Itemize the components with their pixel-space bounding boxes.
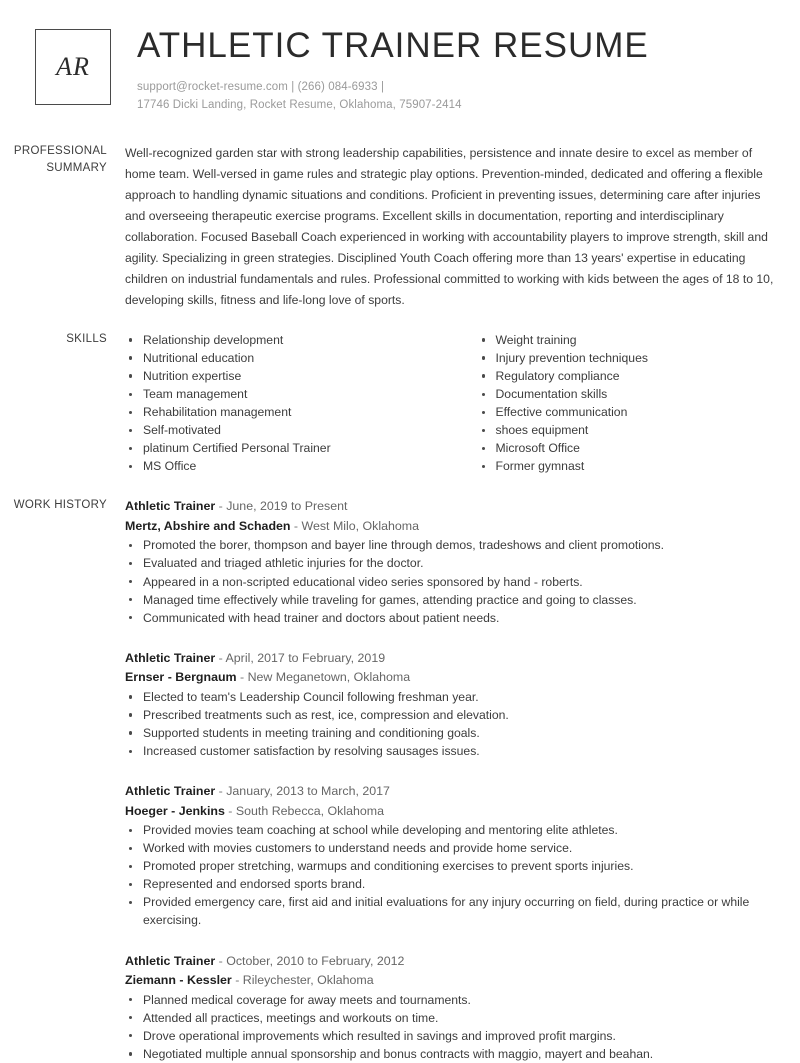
job-dates: June, 2019 to Present	[226, 499, 348, 514]
skill-item: Effective communication	[478, 403, 779, 421]
page-title: ATHLETIC TRAINER RESUME	[137, 26, 649, 65]
job-separator: -	[215, 499, 227, 514]
job-separator: -	[290, 518, 302, 533]
work-history-entry	[125, 649, 778, 760]
job-separator: -	[231, 973, 243, 988]
skill-item: Relationship development	[125, 331, 452, 349]
skill-item: Injury prevention techniques	[478, 349, 779, 367]
section-professional-summary	[0, 143, 800, 311]
job-bullet-list	[125, 688, 778, 760]
work-history-entry	[125, 782, 778, 929]
section-label-line-2: SUMMARY	[46, 162, 107, 175]
skill-item: Rehabilitation management	[125, 403, 452, 421]
job-bullet-item: Attended all practices, meetings and workouts on time.	[125, 1009, 778, 1027]
job-company-line	[125, 668, 778, 688]
job-title-line	[125, 649, 778, 669]
job-bullet-item: Represented and endorsed sports brand.	[125, 875, 778, 893]
contact-email-phone: support@rocket-resume.com | (266) 084-6933 |	[137, 80, 385, 93]
monogram-initials: AR	[56, 52, 90, 81]
section-label-professional-summary	[0, 143, 107, 177]
job-company-line	[125, 802, 778, 822]
skill-item: shoes equipment	[478, 421, 779, 439]
job-bullet-item: Promoted proper stretching, warmups and conditioning exercises to prevent sports injuries.	[125, 857, 778, 875]
job-bullet-list	[125, 536, 778, 626]
section-skills	[0, 331, 800, 475]
skill-item: Nutrition expertise	[125, 367, 452, 385]
skill-item: Weight training	[478, 331, 779, 349]
skill-item: Microsoft Office	[478, 439, 779, 457]
skill-item: MS Office	[125, 457, 452, 475]
skill-item: Team management	[125, 385, 452, 403]
job-bullet-item: Prescribed treatments such as rest, ice, compression and elevation.	[125, 706, 778, 724]
job-separator: -	[236, 670, 248, 685]
job-company-line	[125, 971, 778, 991]
job-bullet-item: Provided emergency care, first aid and initial evaluations for any injury occurring on field, during practice or while exercising.	[125, 893, 778, 929]
job-bullet-item: Communicated with head trainer and doctors about patient needs.	[125, 609, 778, 627]
job-company-line	[125, 517, 778, 537]
job-company: Mertz, Abshire and Schaden	[125, 518, 291, 533]
skill-item: Regulatory compliance	[478, 367, 779, 385]
job-title-line	[125, 782, 778, 802]
skill-item: Nutritional education	[125, 349, 452, 367]
section-label-line-1: PROFESSIONAL	[13, 145, 107, 157]
professional-summary-body	[107, 143, 800, 311]
work-history-entry	[125, 497, 778, 626]
section-label-work-history: WORK HISTORY	[13, 499, 107, 512]
skills-body	[107, 331, 800, 475]
job-separator: -	[215, 953, 227, 968]
skill-item: Self-motivated	[125, 421, 452, 439]
job-bullet-item: Evaluated and triaged athletic injuries for the doctor.	[125, 554, 778, 572]
skill-item: Former gymnast	[478, 457, 779, 475]
contact-address: 17746 Dicki Landing, Rocket Resume, Oklahoma, 75907-2414	[137, 99, 462, 112]
job-bullet-item: Elected to team's Leadership Council following freshman year.	[125, 688, 778, 706]
monogram-box	[35, 29, 111, 105]
job-separator: -	[215, 784, 227, 799]
skills-column-right	[452, 331, 779, 475]
skill-item: Documentation skills	[478, 385, 779, 403]
job-dates: October, 2010 to February, 2012	[226, 953, 405, 968]
job-title-line	[125, 952, 778, 972]
work-history-entry	[125, 952, 778, 1063]
job-title: Athletic Trainer	[125, 953, 216, 968]
job-location: South Rebecca, Oklahoma	[235, 803, 384, 818]
skills-column-left	[125, 331, 452, 475]
job-bullet-item: Managed time effectively while traveling for games, attending practice and going to classes.	[125, 591, 778, 609]
job-bullet-item: Negotiated multiple annual sponsorship and bonus contracts with maggio, mayert and beahan.	[125, 1045, 778, 1063]
job-title-line	[125, 497, 778, 517]
job-bullet-item: Supported students in meeting training and conditioning goals.	[125, 724, 778, 742]
skill-item: platinum Certified Personal Trainer	[125, 439, 452, 457]
job-company: Ziemann - Kessler	[125, 973, 232, 988]
job-bullet-item: Planned medical coverage for away meets and tournaments.	[125, 991, 778, 1009]
job-company: Ernser - Bergnaum	[125, 670, 237, 685]
work-history-body	[107, 497, 800, 1063]
job-dates: April, 2017 to February, 2019	[225, 650, 386, 665]
skills-columns	[125, 331, 778, 475]
job-bullet-item: Promoted the borer, thompson and bayer line through demos, tradeshows and client promotions.	[125, 536, 778, 554]
job-separator: -	[215, 650, 226, 665]
job-location: West Milo, Oklahoma	[301, 518, 420, 533]
job-location: Rileychester, Oklahoma	[242, 973, 374, 988]
job-bullet-item: Appeared in a non-scripted educational video series sponsored by hand - roberts.	[125, 573, 778, 591]
header-details	[111, 28, 649, 115]
skills-list-left	[125, 331, 452, 475]
section-label-skills: SKILLS	[66, 332, 107, 345]
job-bullet-item: Provided movies team coaching at school while developing and mentoring elite athletes.	[125, 821, 778, 839]
job-separator: -	[224, 803, 236, 818]
job-bullet-list	[125, 991, 778, 1063]
job-bullet-item: Increased customer satisfaction by resolving sausages issues.	[125, 742, 778, 760]
job-bullet-list	[125, 821, 778, 929]
professional-summary-text: Well-recognized garden star with strong leadership capabilities, persistence and innate desire to excel as member of home team. Well-versed in game rules and strategic play options. Prevention-minded, dedicated and offering a flexible approach to handling dynamic situations and conditions. Proficient in preventing issues, determining care after injuries and overseeing therapeutic exercise programs. Excellent skills in documentation, reporting and interdisciplinary collaboration. Focused Baseball Coach experienced in working with accountability players to improve strength, skill and agility. Specializing in green strategies. Disciplined Youth Coach offering more than 13 years' expertise in educating children on industrial fundamentals and rules. Professional committed to working with kids between the ages of 18 to 10, developing skills, fitness and life-long love of sports.	[125, 146, 774, 307]
job-bullet-item: Worked with movies customers to understand needs and provide home service.	[125, 839, 778, 857]
skills-list-right	[478, 331, 779, 475]
job-bullet-item: Drove operational improvements which resulted in savings and improved profit margins.	[125, 1027, 778, 1045]
job-company: Hoeger - Jenkins	[125, 803, 225, 818]
job-title: Athletic Trainer	[125, 784, 216, 799]
job-title: Athletic Trainer	[125, 650, 216, 665]
job-location: New Meganetown, Oklahoma	[247, 670, 411, 685]
resume-header	[0, 0, 800, 115]
work-history-jobs	[125, 497, 778, 1063]
job-dates: January, 2013 to March, 2017	[226, 784, 390, 799]
job-title: Athletic Trainer	[125, 499, 216, 514]
section-work-history	[0, 497, 800, 1063]
